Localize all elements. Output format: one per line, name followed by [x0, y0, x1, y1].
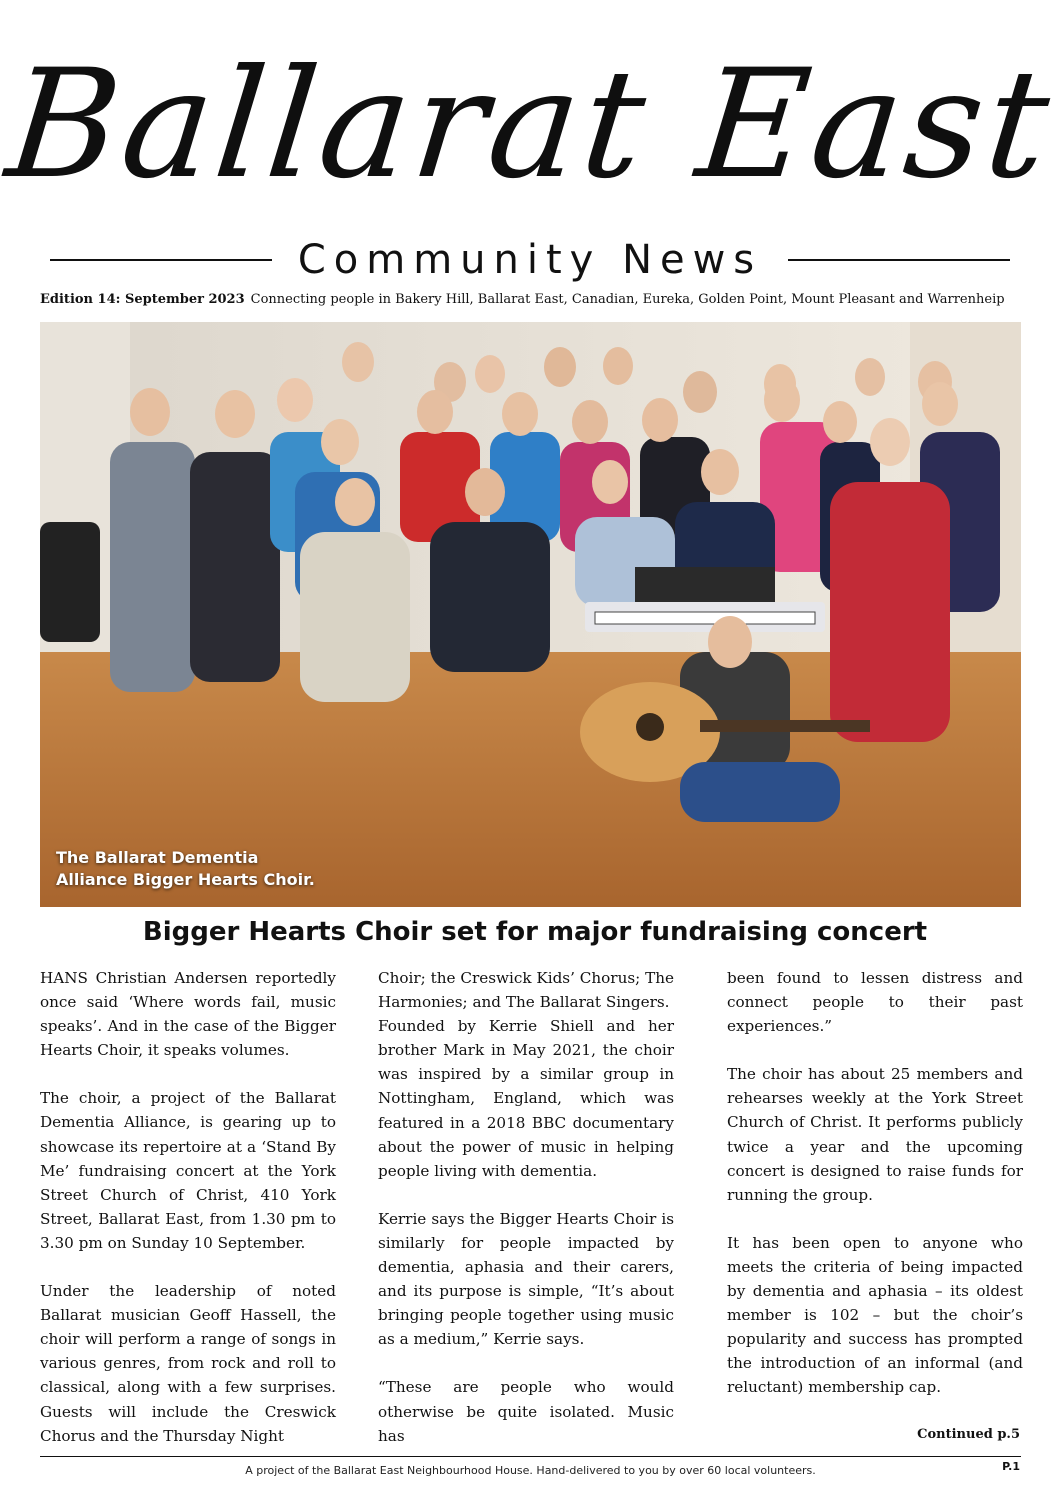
- article-column-3: [727, 966, 1023, 1400]
- choir-photo-illustration: [40, 322, 1021, 907]
- article-headline: Bigger Hearts Choir set for major fundraising concert: [142, 917, 928, 947]
- footer-divider: [40, 1456, 1021, 1457]
- article-column-1: [40, 966, 336, 1448]
- caption-line-2: Alliance Bigger Hearts Choir.: [56, 870, 315, 889]
- caption-line-1: The Ballarat Dementia: [56, 848, 259, 867]
- chairs: [40, 522, 100, 642]
- edition-tagline: Connecting people in Bakery Hill, Ballarat East, Canadian, Eureka, Golden Point, Mount Pleasant and Warrenheip: [250, 292, 1005, 307]
- paragraph: The choir has about 25 members and rehearses weekly at the York Street Church of Christ. It performs publicly twice a year and the upcoming concert is designed to raise funds for running the group.: [727, 1065, 1023, 1204]
- edition-line: [40, 292, 1030, 307]
- masthead: [0, 20, 1060, 230]
- paragraph: Under the leadership of noted Ballarat musician Geoff Hassell, the choir will perform a range of songs in various genres, from rock and roll to classical, along with a few surprises. Guests will include the Creswick Chorus and the Thursday Night: [40, 1282, 336, 1445]
- paragraph: been found to lessen distress and connect people to their past experiences.”: [727, 969, 1023, 1036]
- continued-link[interactable]: Continued p.5: [917, 1427, 1020, 1442]
- subtitle-row: [50, 232, 1010, 288]
- divider-left: [50, 259, 272, 261]
- newspaper-subtitle: Community News: [297, 237, 763, 283]
- article-column-2: [378, 966, 674, 1448]
- edition-label: Edition 14: September 2023: [40, 292, 245, 307]
- page-number: P.1: [1002, 1460, 1020, 1473]
- paragraph: “These are people who would otherwise be quite isolated. Music has: [378, 1378, 674, 1445]
- paragraph: The choir, a project of the Ballarat Dementia Alliance, is gearing up to showcase its repertoire at a ‘Stand By Me’ fundraising concert at the York Street Church of Christ, 410 York Street, Ballarat East, from 1.30 pm to 3.30 pm on Sunday 10 September.: [40, 1089, 336, 1252]
- footer-text: A project of the Ballarat East Neighbourhood House. Hand-delivered to you by over 60 local volunteers.: [245, 1464, 816, 1477]
- divider-right: [788, 259, 1010, 261]
- newspaper-title: Ballarat East: [0, 38, 1060, 212]
- paragraph: Founded by Kerrie Shiell and her brother Mark in May 2021, the choir was inspired by a similar group in Nottingham, England, which was featured in a 2018 BBC documentary about the power of music in helping people living with dementia.: [378, 1017, 674, 1180]
- paragraph: Choir; the Creswick Kids’ Chorus; The Harmonies; and The Ballarat Singers.: [378, 969, 674, 1012]
- choir-photo: [40, 322, 1021, 907]
- photo-caption: [56, 847, 315, 891]
- paragraph: It has been open to anyone who meets the criteria of being impacted by dementia and aphasia – its oldest member is 102 – but the choir’s popularity and success has prompted the introduction of an informal (and reluctant) membership cap.: [727, 1233, 1023, 1397]
- paragraph: Kerrie says the Bigger Hearts Choir is similarly for people impacted by dementia, aphasia and their carers, and its purpose is simple, “It’s about bringing people together using music as a medium,” Kerrie says.: [378, 1209, 674, 1349]
- paragraph: HANS Christian Andersen reportedly once said ‘Where words fail, music speaks’. And in the case of the Bigger Hearts Choir, it speaks volumes.: [40, 969, 336, 1060]
